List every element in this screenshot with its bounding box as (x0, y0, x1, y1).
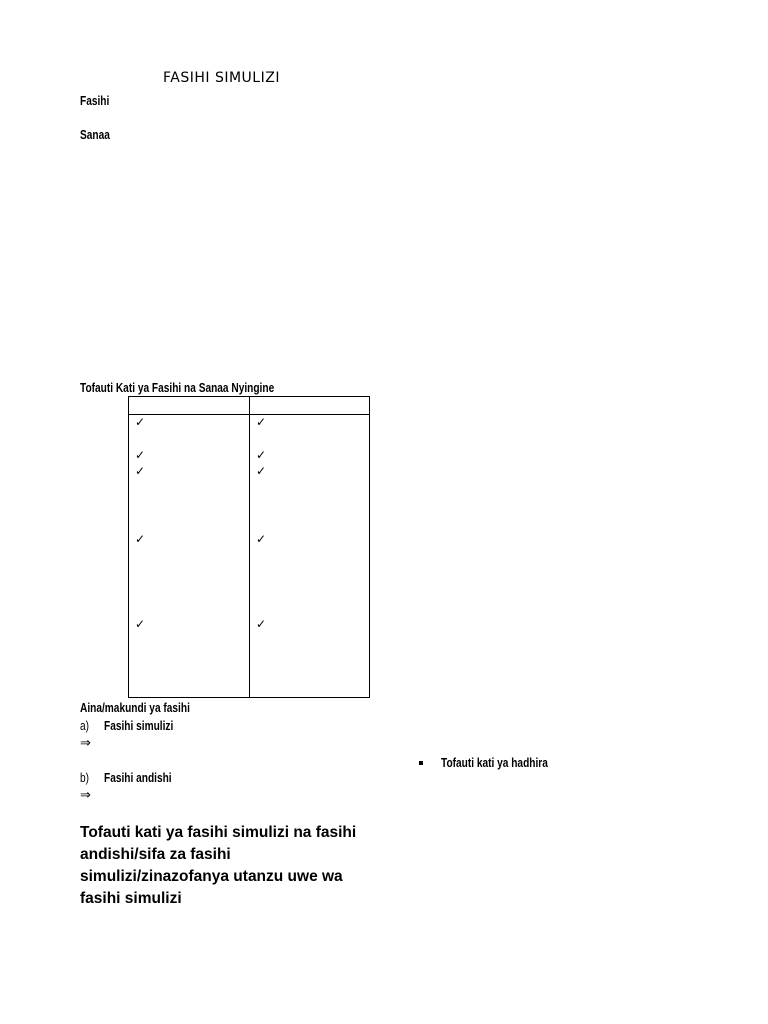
comparison-table (128, 396, 370, 698)
type-fasihi-andishi: Fasihi andishi (104, 770, 172, 785)
list-marker-a: a) (80, 718, 90, 733)
check-icon: ✓ (135, 617, 146, 631)
term-sanaa: Sanaa (80, 127, 110, 142)
term-fasihi: Fasihi (80, 93, 110, 108)
check-icon: ✓ (256, 617, 267, 631)
list-marker-b: b) (80, 770, 90, 785)
check-icon: ✓ (256, 415, 267, 429)
check-icon: ✓ (135, 448, 146, 462)
table-heading: Tofauti Kati ya Fasihi na Sanaa Nyingine (80, 380, 275, 395)
section-heading: Tofauti kati ya fasihi simulizi na fasihi andishi/sifa za fasihi simulizi/zinazofanya utanzu uwe wa fasihi simulizi (80, 824, 357, 907)
arrow-right-icon: ⇒ (80, 736, 91, 751)
type-fasihi-simulizi: Fasihi simulizi (104, 718, 174, 733)
side-bullet-text: Tofauti kati ya hadhira (441, 755, 548, 770)
check-icon: ✓ (256, 448, 267, 462)
check-icon: ✓ (256, 464, 267, 478)
check-icon: ✓ (135, 464, 146, 478)
page-title: FASIHI SIMULIZI (163, 70, 280, 86)
check-icon: ✓ (135, 415, 146, 429)
square-bullet-icon (419, 761, 423, 765)
check-icon: ✓ (256, 532, 267, 546)
check-icon: ✓ (135, 532, 146, 546)
table-column-divider (249, 397, 250, 697)
arrow-right-icon: ⇒ (80, 788, 91, 803)
types-heading: Aina/makundi ya fasihi (80, 700, 190, 715)
